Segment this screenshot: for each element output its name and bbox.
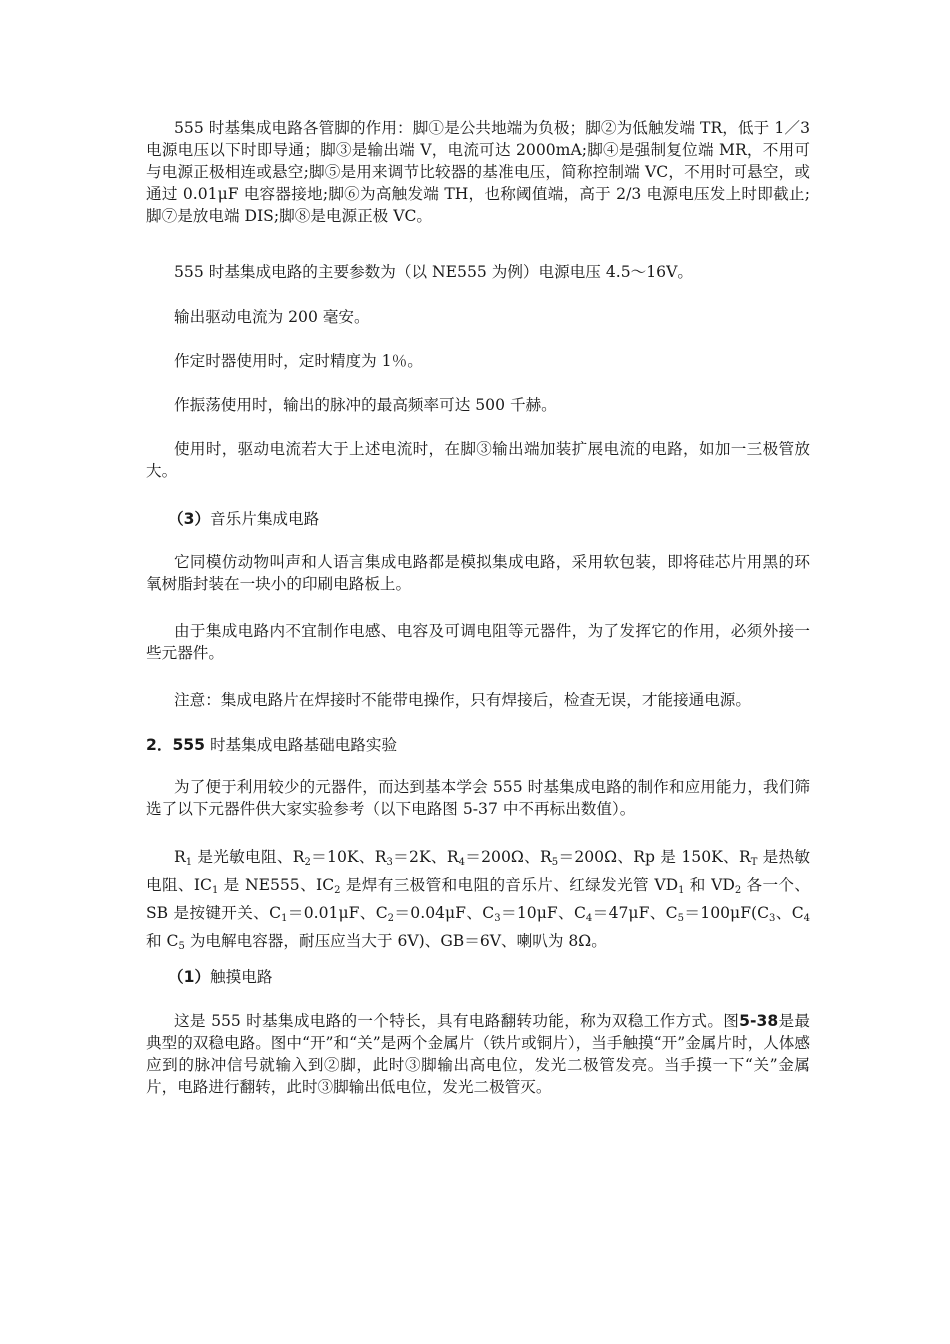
paragraph-external-components: 由于集成电路内不宜制作电感、电容及可调电阻等元器件，为了发挥它的作用，必须外接一些元器件。 [146,622,810,662]
paragraph-component-selection: 为了便于利用较少的元器件，而达到基本学会 555 时基集成电路的制作和应用能力，我们筛选了以下元器件供大家实验参考（以下电路图 5-37 中不再标出数值）。 [146,778,810,818]
paragraph-touch-circuit-desc: 这是 555 时基集成电路的一个特长，具有电路翻转功能，称为双稳工作方式。图5-38是最典型的双稳电路。图中“开”和“关”是两个金属片（铁片或铜片），当手触摸“开”金属片时，人体感应到的脉冲信号就输入到②脚，此时③脚输出高电位，发光二极管发亮。当手摸一下“关”金属片，电路进行翻转，此时③脚输出低电位，发光二极管灭。 [146,1012,810,1096]
paragraph-timer-precision: 作定时器使用时，定时精度为 1％。 [174,352,423,370]
paragraph-oscillation-frequency: 作振荡使用时，输出的脉冲的最高频率可达 500 千赫。 [174,396,557,414]
section-heading-music-ic: （3）音乐片集成电路 [168,510,320,528]
paragraph-pin-functions: 555 时基集成电路各管脚的作用：脚①是公共地端为负极；脚②为低触发端 TR，低于 1／3 电源电压以下时即导通；脚③是输出端 V，电流可达 2000mA;脚④是强制复位端 MR，不用可与电源正极相连或悬空;脚⑤是用来调节比较器的基准电压，简称控制端 VC，不用时可悬空，或通过 0.01μF 电容器接地;脚⑥为高触发端 TH，也称阈值端，高于 2/3 电源电压发上时即截止;脚⑦是放电端 DIS;脚⑧是电源正极 VC。 [146,119,810,225]
paragraph-welding-caution: 注意：集成电路片在焊接时不能带电操作，只有焊接后，检查无误，才能接通电源。 [174,691,751,709]
paragraph-output-current: 输出驱动电流为 200 毫安。 [174,308,370,326]
paragraph-usage-note: 使用时，驱动电流若大于上述电流时，在脚③输出端加装扩展电流的电路，如加一三极管放大。 [146,440,810,480]
section-heading-555-experiment: 2．555 时基集成电路基础电路实验 [146,736,398,754]
paragraph-music-ic-desc: 它同模仿动物叫声和人语言集成电路都是模拟集成电路，采用软包装，即将硅芯片用黑的环氧树脂封装在一块小的印刷电路板上。 [146,553,810,593]
section-heading-touch-circuit: （1）触摸电路 [168,968,273,986]
paragraph-main-params: 555 时基集成电路的主要参数为（以 NE555 为例）电源电压 4.5～16V。 [174,263,693,281]
paragraph-component-list: $R_1$ 是光敏电阻、$R_2=10K$、$R_3=2K$、$R_4=200\Omega$、$R_5=200\Omega$、Rp 是 150K、$R_T$ 是热敏电阻、$IC_1$ 是 NE555、$IC_2$ 是焊有三极管和电阻的音乐片、红绿发光管 $VD_1$ 和 $VD_2$ 各一个、SB 是按键开关、$C_1=0.01\mu F$、$C_2=0.04\mu F$、$C_3=10\mu F$、$C_4=47\mu F$、$C_5=100\mu F(C_3$、$C_4$ 和 $C_5$ 为电解电容器，耐压应当大于 6V)、GB＝6V、喇叭为 8Ω。 [146,848,811,952]
